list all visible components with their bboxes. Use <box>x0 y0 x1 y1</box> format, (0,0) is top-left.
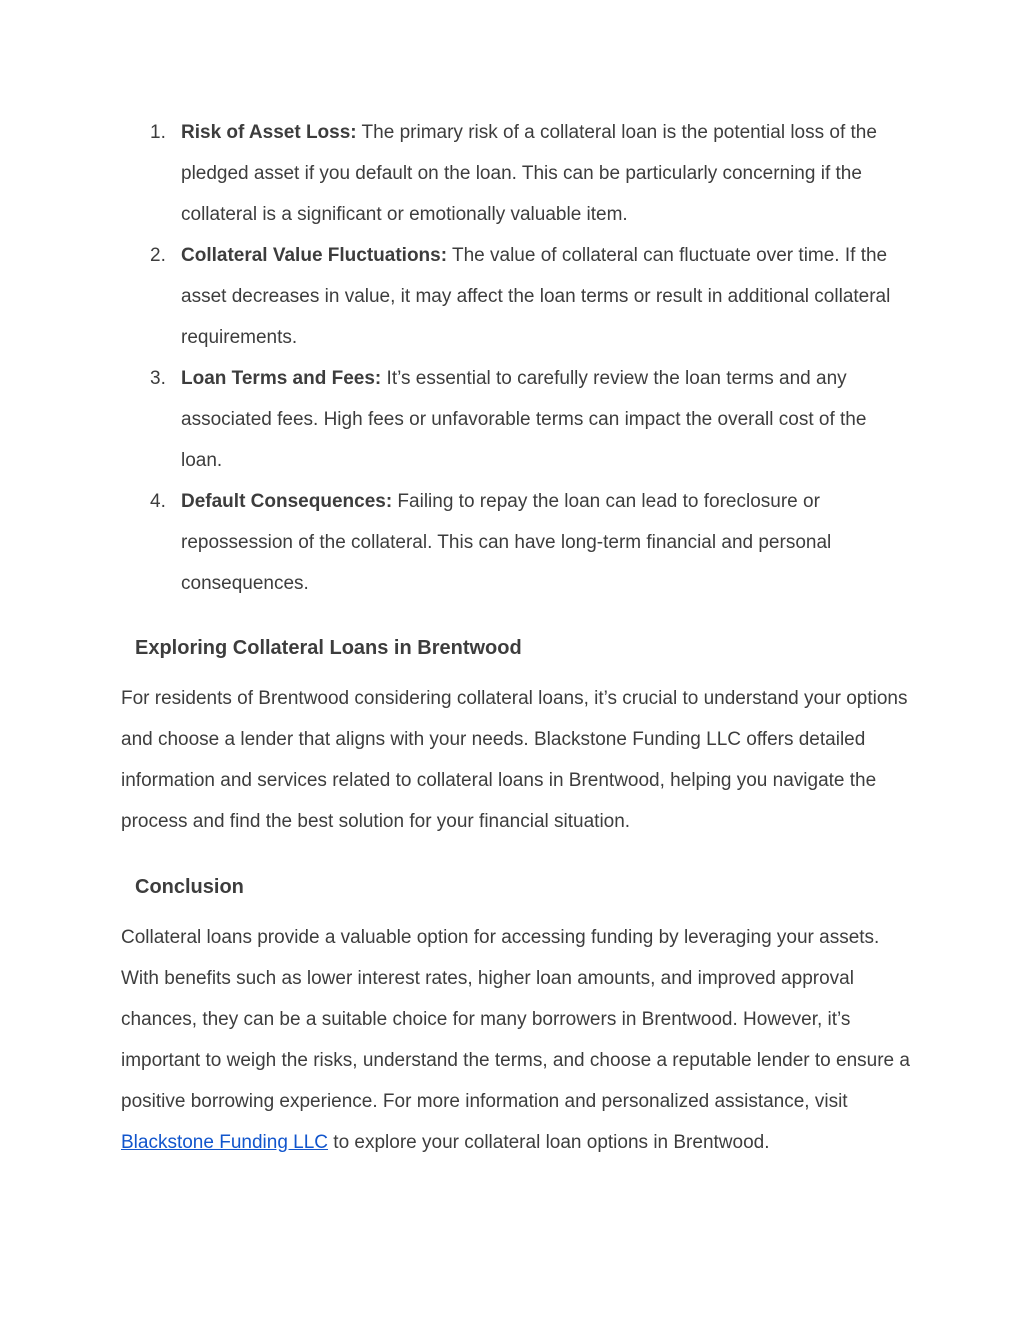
risks-list <box>0 112 1024 604</box>
conclusion-paragraph <box>121 917 921 1163</box>
risk-term: Loan Terms and Fees: <box>181 368 382 389</box>
conclusion-text-after-link: to explore your collateral loan options in Brentwood. <box>328 1132 770 1153</box>
risk-description: It’s essential to carefully review the loan terms and any associated fees. High fees or unfavorable terms can impact the overall cost of the loan. <box>181 368 867 471</box>
risk-description: Failing to repay the loan can lead to foreclosure or repossession of the collateral. This can have long-term financial and personal consequences. <box>181 491 832 594</box>
risk-term: Default Consequences: <box>181 491 393 512</box>
list-item <box>0 358 1024 481</box>
list-number: 2. <box>150 245 166 266</box>
blackstone-funding-link[interactable]: Blackstone Funding LLC <box>121 1132 329 1153</box>
list-number: 4. <box>150 491 166 512</box>
list-number: 1. <box>150 122 166 143</box>
conclusion-text-before-link: Collateral loans provide a valuable option for accessing funding by leveraging your assets. With benefits such as lower interest rates, higher loan amounts, and improved approval chances, they can be a suitable choice for many borrowers in Brentwood. However, it’s important to weigh the risks, understand the terms, and choose a reputable lender to ensure a positive borrowing experience. For more information and personalized assistance, visit <box>121 927 910 1112</box>
risk-term: Collateral Value Fluctuations: <box>181 245 448 266</box>
risk-description: The primary risk of a collateral loan is the potential loss of the pledged asset if you default on the loan. This can be particularly concerning if the collateral is a significant or emotionally valuable item. <box>181 122 877 225</box>
list-item <box>0 235 1024 358</box>
conclusion-heading: Conclusion <box>135 876 244 898</box>
list-item <box>0 112 1024 235</box>
risk-description: The value of collateral can fluctuate over time. If the asset decreases in value, it may affect the loan terms or result in additional collateral requirements. <box>181 245 891 348</box>
list-item <box>0 481 1024 604</box>
brentwood-heading: Exploring Collateral Loans in Brentwood <box>135 637 522 659</box>
list-number: 3. <box>150 368 166 389</box>
risk-term: Risk of Asset Loss: <box>181 122 357 143</box>
brentwood-paragraph: For residents of Brentwood considering collateral loans, it’s crucial to understand your options and choose a lender that aligns with your needs. Blackstone Funding LLC offers detailed information and services related to collateral loans in Brentwood, helping you navigate the process and find the best solution for your financial situation. <box>121 688 908 832</box>
